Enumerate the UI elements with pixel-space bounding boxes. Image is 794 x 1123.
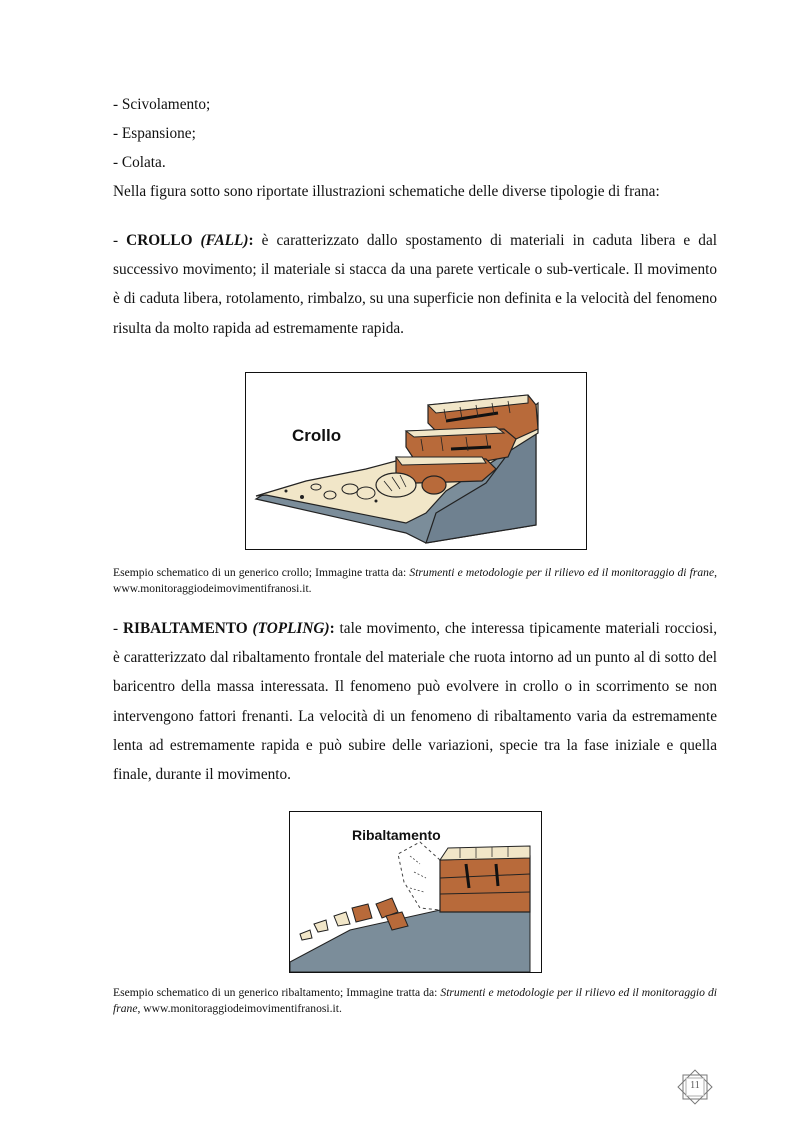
crollo-caption xyxy=(113,565,717,597)
ribaltamento-figure-label: Ribaltamento xyxy=(352,827,441,843)
crollo-caption-suffix: , www.monitoraggiodeimovimentifranosi.it. xyxy=(113,566,717,595)
ribaltamento-caption-prefix: Esempio schematico di un generico ribaltamento; Immagine tratta da: xyxy=(113,986,441,999)
crollo-term: CROLLO xyxy=(126,232,193,249)
list-item-scivolamento: - Scivolamento; xyxy=(113,96,211,113)
crollo-dash: - xyxy=(113,232,127,249)
crollo-figure-label: Crollo xyxy=(292,426,342,445)
crollo-english-term: (FALL) xyxy=(200,232,249,249)
ribaltamento-paragraph xyxy=(113,614,717,789)
ribaltamento-caption xyxy=(113,985,717,1017)
ribaltamento-term: RIBALTAMENTO xyxy=(122,620,248,637)
intro-sentence: Nella figura sotto sono riportate illustrazioni schematiche delle diverse tipologie di frana: xyxy=(113,183,660,200)
ribaltamento-illustration xyxy=(290,812,541,972)
ribaltamento-caption-source: Strumenti e metodologie per il rilievo ed il monitoraggio di frane xyxy=(113,986,717,1015)
ribaltamento-dash: - xyxy=(113,620,123,637)
ribaltamento-caption-suffix: , www.monitoraggiodeimovimentifranosi.it. xyxy=(137,1002,342,1015)
page-number-badge xyxy=(676,1068,714,1106)
crollo-description: è caratterizzato dallo spostamento di materiali in caduta libera e dal successivo movimento; il materiale si stacca da una parete verticale o sub-verticale. Il movimento è di caduta libera, rotolamento, rimbalzo, su una superficie non definita e la velocità del fenomeno risulta da molto rapida ad estremamente rapida. xyxy=(113,232,717,337)
crollo-colon: : xyxy=(248,232,254,249)
ribaltamento-colon: : xyxy=(329,620,335,637)
crollo-caption-source: Strumenti e metodologie per il rilievo ed il monitoraggio di frane xyxy=(409,566,715,579)
crollo-paragraph xyxy=(113,226,717,343)
crollo-illustration xyxy=(246,373,586,549)
list-item-colata: - Colata. xyxy=(113,154,166,171)
list-item-espansione: - Espansione; xyxy=(113,125,196,142)
ribaltamento-description: tale movimento, che interessa tipicamente materiali rocciosi, è caratterizzato dal ribaltamento frontale del materiale che ruota intorno ad un punto al di sotto del baricentro della massa interessata. Il fenomeno può evolvere in crollo o in scorrimento se non intervengono fattori frenanti. La velocità di un fenomeno di ribaltamento varia da estremamente lenta ad estremamente rapida e può subire delle variazioni, specie tra la fase iniziale e quella finale, durante il movimento. xyxy=(113,620,718,784)
crollo-figure xyxy=(245,372,587,550)
crollo-caption-prefix: Esempio schematico di un generico crollo; Immagine tratta da: xyxy=(113,566,410,579)
ribaltamento-english-term: (TOPLING) xyxy=(252,620,330,637)
ribaltamento-figure xyxy=(289,811,542,973)
page-number: 11 xyxy=(690,1080,700,1091)
